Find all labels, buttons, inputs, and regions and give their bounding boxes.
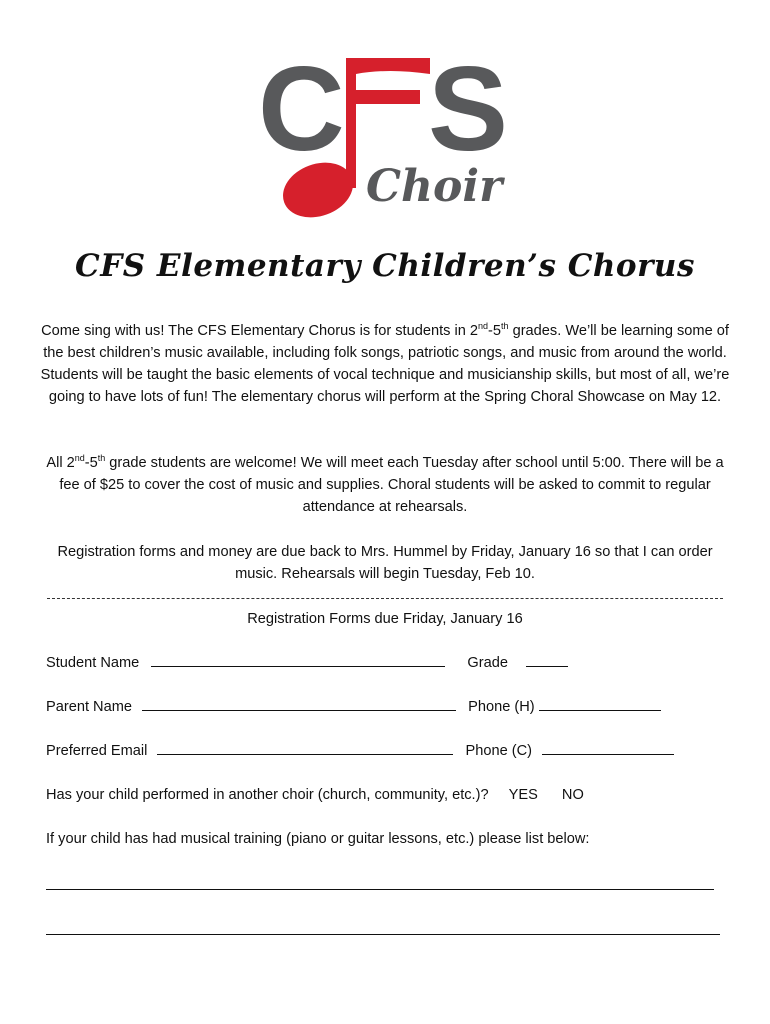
intro-paragraph: Come sing with us! The CFS Elementary Chorus is for students in 2nd-5th grades. We’ll be learning some of the best children’s music available, including folk songs, patriotic songs, and music from around the world. Students will be taught the basic elements of vocal technique and musicianship skills, but most of all, we’re going to have lots of fun! The elementary chorus will perform at the Spring Choral Showcase on May 12.	[40, 321, 730, 405]
phone-h-field[interactable]	[539, 696, 661, 711]
logo-letter-s: S	[428, 42, 509, 176]
parent-row	[46, 696, 661, 718]
cut-line-divider	[47, 586, 723, 599]
registration-paragraph: Registration forms and money are due back to Mrs. Hummel by Friday, January 16 so that I can order music. Rehearsals will begin Tuesday, Feb 10.	[57, 544, 713, 582]
logo-script-word: Choir	[366, 161, 503, 212]
page-title: CFS Elementary Children’s Chorus	[75, 248, 695, 284]
choir-question: Has your child performed in another choir (church, community, etc.)?	[46, 787, 489, 803]
parent-name-label: Parent Name	[46, 699, 132, 715]
phone-h-label: Phone (H)	[468, 699, 535, 715]
cfs-choir-logo	[258, 38, 518, 223]
parent-name-field[interactable]	[142, 696, 456, 711]
training-answer-line-2[interactable]	[46, 934, 720, 935]
email-row	[46, 740, 674, 762]
student-name-label: Student Name	[46, 655, 140, 671]
choir-question-row	[46, 784, 584, 806]
logo-letter-c: C	[258, 42, 345, 176]
phone-c-label: Phone (C)	[465, 743, 533, 759]
details-paragraph: All 2nd-5th grade students are welcome! We will meet each Tuesday after school until 5:00. There will be a fee of $25 to cover the cost of music and supplies. Choral students will be asked to commit to regular attendance at rehearsals.	[46, 453, 724, 515]
yes-option[interactable]: YES	[508, 787, 538, 803]
student-name-field[interactable]	[151, 652, 445, 667]
grade-label: Grade	[467, 655, 508, 671]
no-option[interactable]: NO	[561, 787, 584, 803]
training-prompt: If your child has had musical training (piano or guitar lessons, etc.) please list below:	[46, 831, 590, 847]
phone-c-field[interactable]	[542, 740, 674, 755]
email-label: Preferred Email	[46, 743, 148, 759]
due-date-heading: Registration Forms due Friday, January 16	[247, 611, 523, 627]
grade-field[interactable]	[526, 652, 568, 667]
training-answer-line-1[interactable]	[46, 889, 714, 890]
email-field[interactable]	[157, 740, 453, 755]
student-row	[46, 652, 568, 674]
